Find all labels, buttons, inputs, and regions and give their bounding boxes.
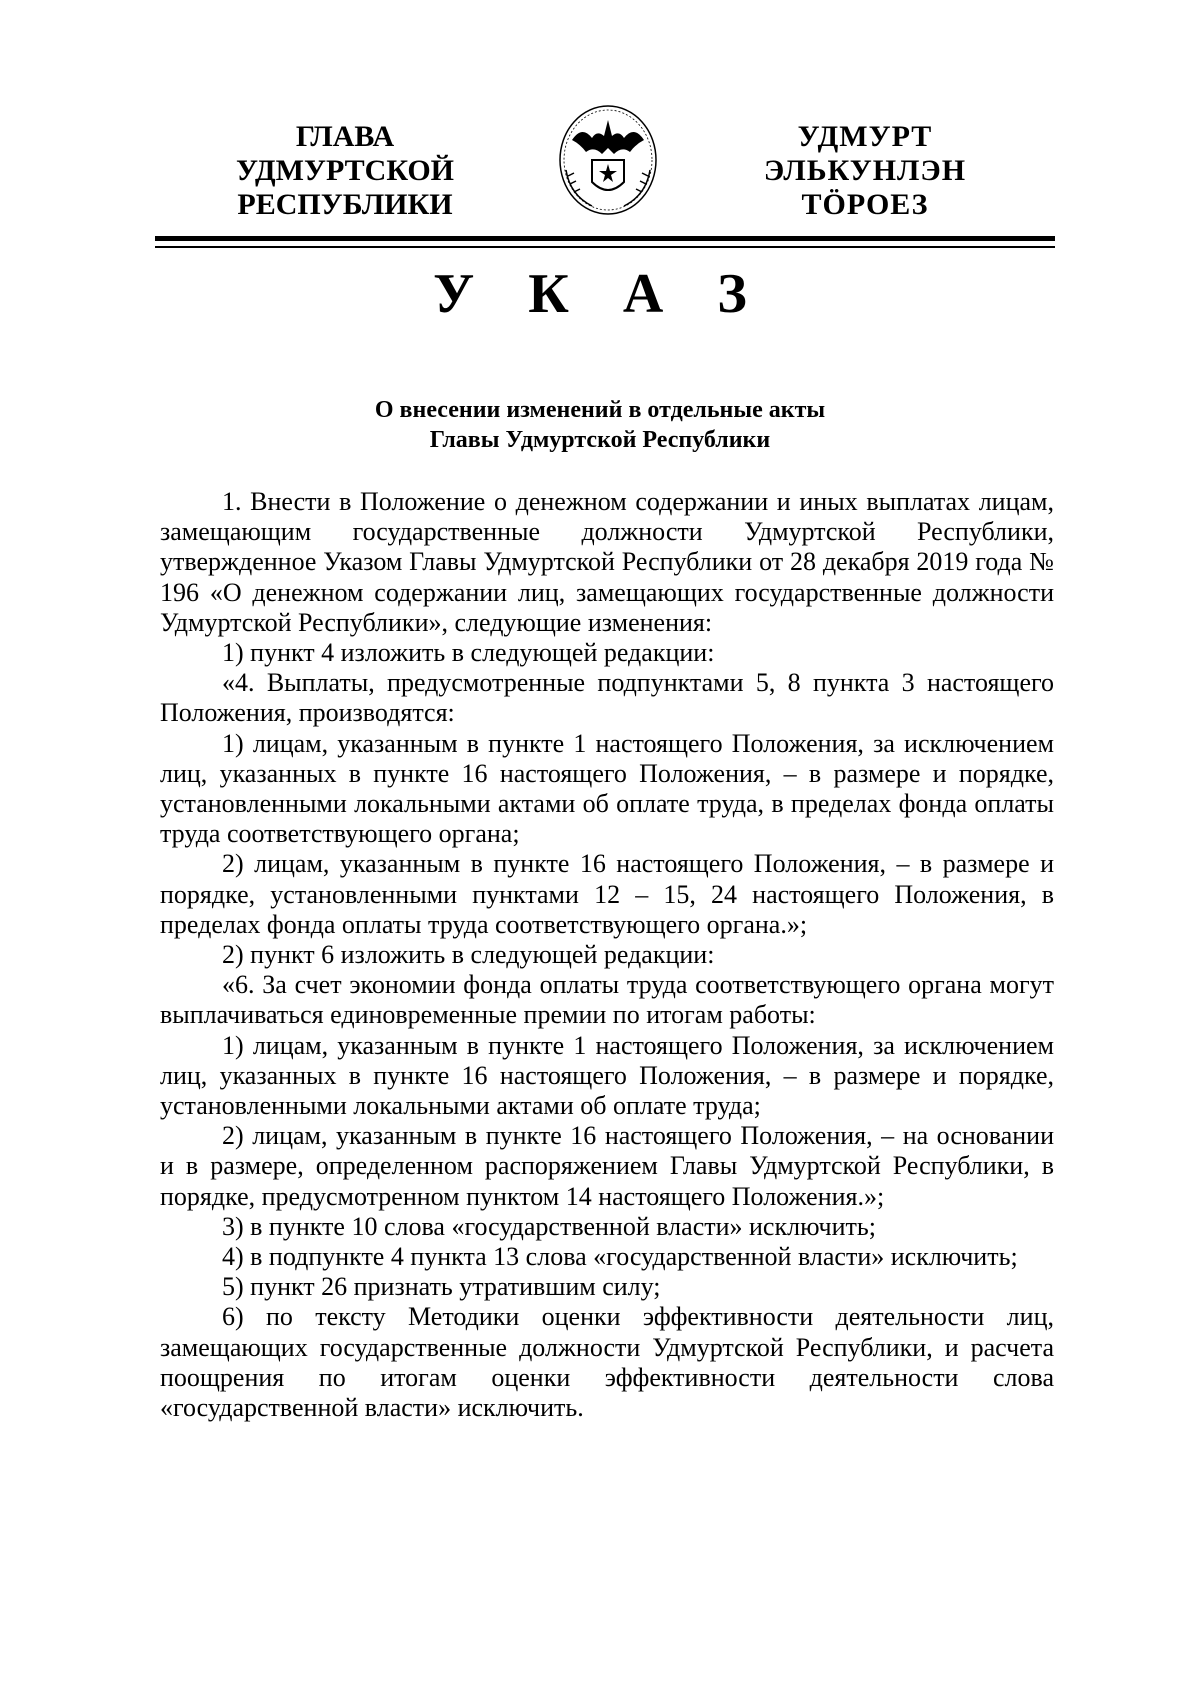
body-paragraph: 1) лицам, указанным в пункте 1 настоящего Положения, за исключением лиц, указанных в пункте 16 настоящего Положения, – в размере и порядке, установленными локальными актами об оплате труда; [160,1030,1054,1121]
body-paragraph: 2) лицам, указанным в пункте 16 настоящего Положения, – на основании и в размере, определенном распоряжением Главы Удмуртской Республики, в порядке, предусмотренном пунктом 14 настоящего Положения.»; [160,1121,1054,1211]
body-paragraph: 1. Внести в Положение о денежном содержании и иных выплатах лицам, замещающим государственные должности Удмуртской Республики, утвержденное Указом Главы Удмуртской Республики от 28 декабря 2019 года № 196 «О денежном содержании лиц, замещающих государственные должности Удмуртской Республики», следующие изменения: [160,487,1054,637]
body-paragraph: 3) в пункте 10 слова «государственной власти» исключить; [222,1211,876,1241]
header-left-line2: УДМУРТСКОЙ РЕСПУБЛИКИ [236,154,454,221]
subject-line2: Главы Удмуртской Республики [429,427,771,453]
body-paragraph: 1) лицам, указанным в пункте 1 настоящего Положения, за исключением лиц, указанных в пункте 16 настоящего Положения, – в размере и порядке, установленными локальными актами об оплате труда, в пределах фонда оплаты труда соответствующего органа; [160,728,1054,849]
body-paragraph: 2) лицам, указанным в пункте 16 настоящего Положения, – в размере и порядке, установленными пунктами 12 – 15, 24 настоящего Положения, в пределах фонда оплаты труда соответствующего органа.»; [160,849,1054,939]
body-paragraph: 5) пункт 26 признать утратившим силу; [222,1272,661,1302]
header-left-line1: ГЛАВА [295,120,395,153]
decree-subject [200,395,1000,455]
header-divider-thin [155,246,1055,248]
body-paragraph: «4. Выплаты, предусмотренные подпунктами 5, 8 пункта 3 настоящего Положения, производятся: [160,668,1054,728]
subject-line1: О внесении изменений в отдельные акты [374,397,826,423]
body-paragraph: 4) в подпункте 4 пункта 13 слова «государственной власти» исключить; [222,1242,1018,1272]
decree-body [160,487,1054,1423]
header-right-line1: УДМУРТ ЭЛЬКУНЛЭН [763,120,967,187]
body-paragraph: 2) пункт 6 изложить в следующей редакции: [222,940,715,970]
header-right-line2: ТӦРОЕЗ [801,188,929,221]
body-paragraph: 6) по тексту Методики оценки эффективности деятельности лиц, замещающих государственные должности Удмуртской Республики, и расчета поощрения по итогам оценки эффективности деятельности слова «государственной власти» исключить. [160,1302,1054,1423]
body-paragraph: 1) пункт 4 изложить в следующей редакции: [222,638,715,668]
header-divider-thick [155,236,1055,241]
header-left [150,120,540,222]
header-right [700,120,1030,222]
document-type-title: У К А З [433,263,767,325]
body-paragraph: «6. За счет экономии фонда оплаты труда соответствующего органа могут выплачиваться единовременные премии по итогам работы: [160,970,1054,1030]
coat-of-arms-icon [552,100,664,218]
